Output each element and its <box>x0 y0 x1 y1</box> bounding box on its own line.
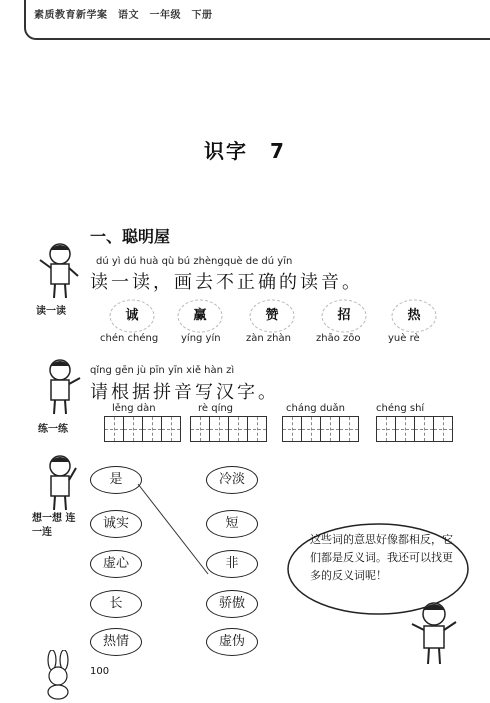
header-text: 素质教育新学案 语文 一年级 下册 <box>34 10 213 21</box>
exercise1-instruction: 读一读，画去不正确的读音。 <box>90 272 363 293</box>
exercise3-label: 想一想 连一连 <box>32 513 76 538</box>
right-word-bubble[interactable]: 虚伪 <box>206 628 258 656</box>
exercise1-label: 读一读 <box>36 306 66 317</box>
boy-speaking-icon <box>406 598 462 668</box>
flower-pinyin: zàn zhàn <box>246 333 291 344</box>
left-word-bubble[interactable]: 长 <box>90 590 142 618</box>
flower-char: 招 <box>337 308 351 323</box>
right-word-bubble[interactable]: 冷淡 <box>206 466 258 494</box>
lesson-title: 识字 7 <box>204 139 286 163</box>
flower-pinyin: zhāo zōo <box>316 333 361 344</box>
left-word-bubble[interactable]: 是 <box>90 466 142 494</box>
right-word-bubble[interactable]: 骄傲 <box>206 590 258 618</box>
right-word-bubble[interactable]: 短 <box>206 510 258 538</box>
exercise2-label: 练一练 <box>38 424 68 435</box>
flower-char: 赞 <box>265 308 279 323</box>
flower-char: 诚 <box>125 308 139 323</box>
page-number: 100 <box>90 666 110 677</box>
flower-pinyin: yíng yín <box>181 333 221 344</box>
flower-char: 热 <box>407 308 421 323</box>
speech-text: 这些词的意思好像都相反，它们都是反义词。我还可以找更多的反义词呢！ <box>310 533 453 582</box>
rabbit-icon <box>36 650 80 700</box>
flower-pinyin: yuè rè <box>388 333 420 344</box>
right-word-bubble[interactable]: 非 <box>206 550 258 578</box>
word-pinyin: cháng duǎn <box>286 403 345 414</box>
exercise2-pinyin: qǐng gēn jù pīn yīn xiě hàn zì <box>90 365 235 376</box>
flower-pinyin: chén chéng <box>100 333 159 344</box>
exercise1-pinyin: dú yì dú huà qù bú zhèngquè de dú yīn <box>96 256 293 267</box>
exercise2-instruction: 请根据拼音写汉字。 <box>90 382 279 403</box>
section-title: 一、聪明屋 <box>90 227 171 246</box>
left-word-bubble[interactable]: 虚心 <box>90 550 142 578</box>
word-pinyin: rè qíng <box>198 403 234 414</box>
left-word-bubble[interactable]: 诚实 <box>90 510 142 538</box>
word-pinyin: lěng dàn <box>112 403 156 414</box>
left-word-bubble[interactable]: 热情 <box>90 628 142 656</box>
flower-char: 赢 <box>193 308 207 323</box>
word-pinyin: chéng shí <box>376 403 425 414</box>
